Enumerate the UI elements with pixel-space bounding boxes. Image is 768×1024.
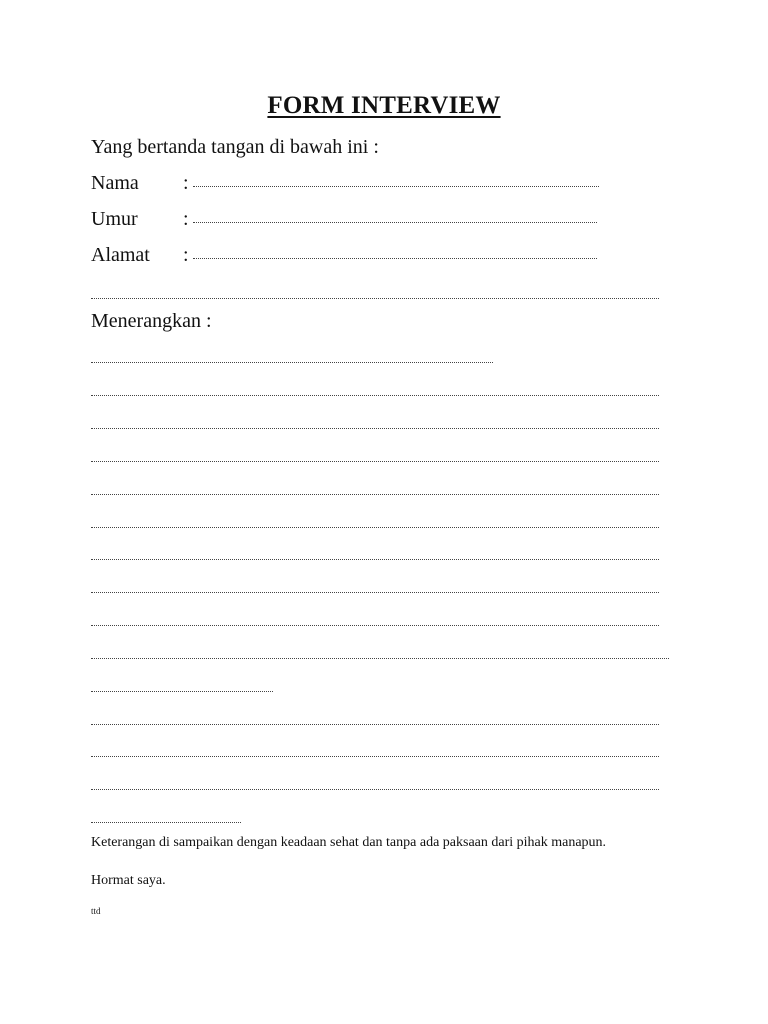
- statement-line[interactable]: [91, 681, 273, 699]
- statement-line[interactable]: [91, 615, 659, 633]
- statement-line[interactable]: [91, 648, 669, 666]
- field-row-alamat: [91, 244, 597, 267]
- statement-line[interactable]: [91, 385, 659, 403]
- field-separator-alamat: :: [183, 244, 189, 266]
- field-separator-umur: :: [183, 208, 189, 230]
- statement-line[interactable]: [91, 549, 659, 567]
- footer-note: Keterangan di sampaikan dengan keadaan sehat dan tanpa ada paksaan dari pihak manapun.: [91, 835, 607, 850]
- field-row-nama: [91, 172, 599, 195]
- field-label-nama: Nama: [91, 172, 139, 194]
- form-title: FORM INTERVIEW: [267, 92, 501, 119]
- fill-line-nama[interactable]: [193, 186, 599, 187]
- statement-label: Menerangkan :: [91, 310, 212, 332]
- field-label-alamat: Alamat: [91, 244, 150, 266]
- intro-text: Yang bertanda tangan di bawah ini :: [91, 136, 379, 158]
- fill-line-alamat[interactable]: [193, 258, 597, 259]
- signature-text: ttd: [91, 906, 101, 916]
- statement-line[interactable]: [91, 812, 241, 830]
- statement-line[interactable]: [91, 517, 659, 535]
- field-separator-nama: :: [183, 172, 189, 194]
- statement-line[interactable]: [91, 418, 659, 436]
- fill-line-alamat-continued[interactable]: [91, 288, 659, 306]
- statement-line[interactable]: [91, 484, 659, 502]
- statement-line[interactable]: [91, 352, 493, 370]
- field-label-umur: Umur: [91, 208, 138, 230]
- statement-line[interactable]: [91, 714, 659, 732]
- statement-line[interactable]: [91, 582, 659, 600]
- statement-line[interactable]: [91, 746, 659, 764]
- statement-line[interactable]: [91, 451, 659, 469]
- field-row-umur: [91, 208, 597, 231]
- closing-text: Hormat saya.: [91, 873, 166, 888]
- statement-line[interactable]: [91, 779, 659, 797]
- fill-line-umur[interactable]: [193, 222, 597, 223]
